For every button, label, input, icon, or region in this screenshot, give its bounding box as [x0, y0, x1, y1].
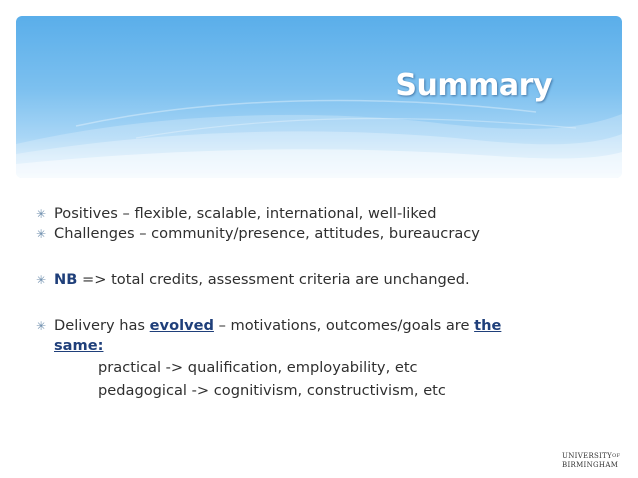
- bullet-label: Challenges: [54, 225, 135, 242]
- keyword-same: same:: [54, 337, 104, 354]
- asterisk-icon: ✳: [36, 273, 47, 287]
- bullet-text: – flexible, scalable, international, well-liked: [117, 205, 437, 222]
- bullet-nb: [36, 270, 596, 290]
- keyword-evolved: evolved: [149, 317, 214, 334]
- sub-item-practical: practical -> qualification, employability, etc: [98, 359, 418, 376]
- bullet-delivery: [36, 316, 596, 356]
- bullet-list: [36, 204, 596, 402]
- bullet-positives: [36, 204, 596, 224]
- bullet-text: => total credits, assessment criteria are unchanged.: [77, 271, 470, 288]
- nb-label: NB: [54, 271, 78, 288]
- sub-item-pedagogical: pedagogical -> cognitivism, constructivism, etc: [98, 382, 446, 399]
- logo-line2: BIRMINGHAM: [562, 461, 619, 469]
- bullet-text: – community/presence, attitudes, bureaucracy: [134, 225, 480, 242]
- title-banner: [16, 16, 622, 178]
- asterisk-icon: ✳: [36, 227, 47, 241]
- logo-of: OF: [612, 453, 621, 459]
- asterisk-icon: ✳: [36, 319, 47, 333]
- bullet-label: Positives: [54, 205, 118, 222]
- bullet-text: Delivery has: [54, 317, 150, 334]
- logo-line1: UNIVERSITY: [562, 452, 613, 460]
- keyword-the: the: [474, 317, 502, 334]
- slide-title: Summary: [395, 68, 552, 103]
- bullet-text: – motivations, outcomes/goals are: [213, 317, 475, 334]
- university-logo: [562, 452, 632, 470]
- asterisk-icon: ✳: [36, 207, 47, 221]
- bullet-challenges: [36, 224, 596, 244]
